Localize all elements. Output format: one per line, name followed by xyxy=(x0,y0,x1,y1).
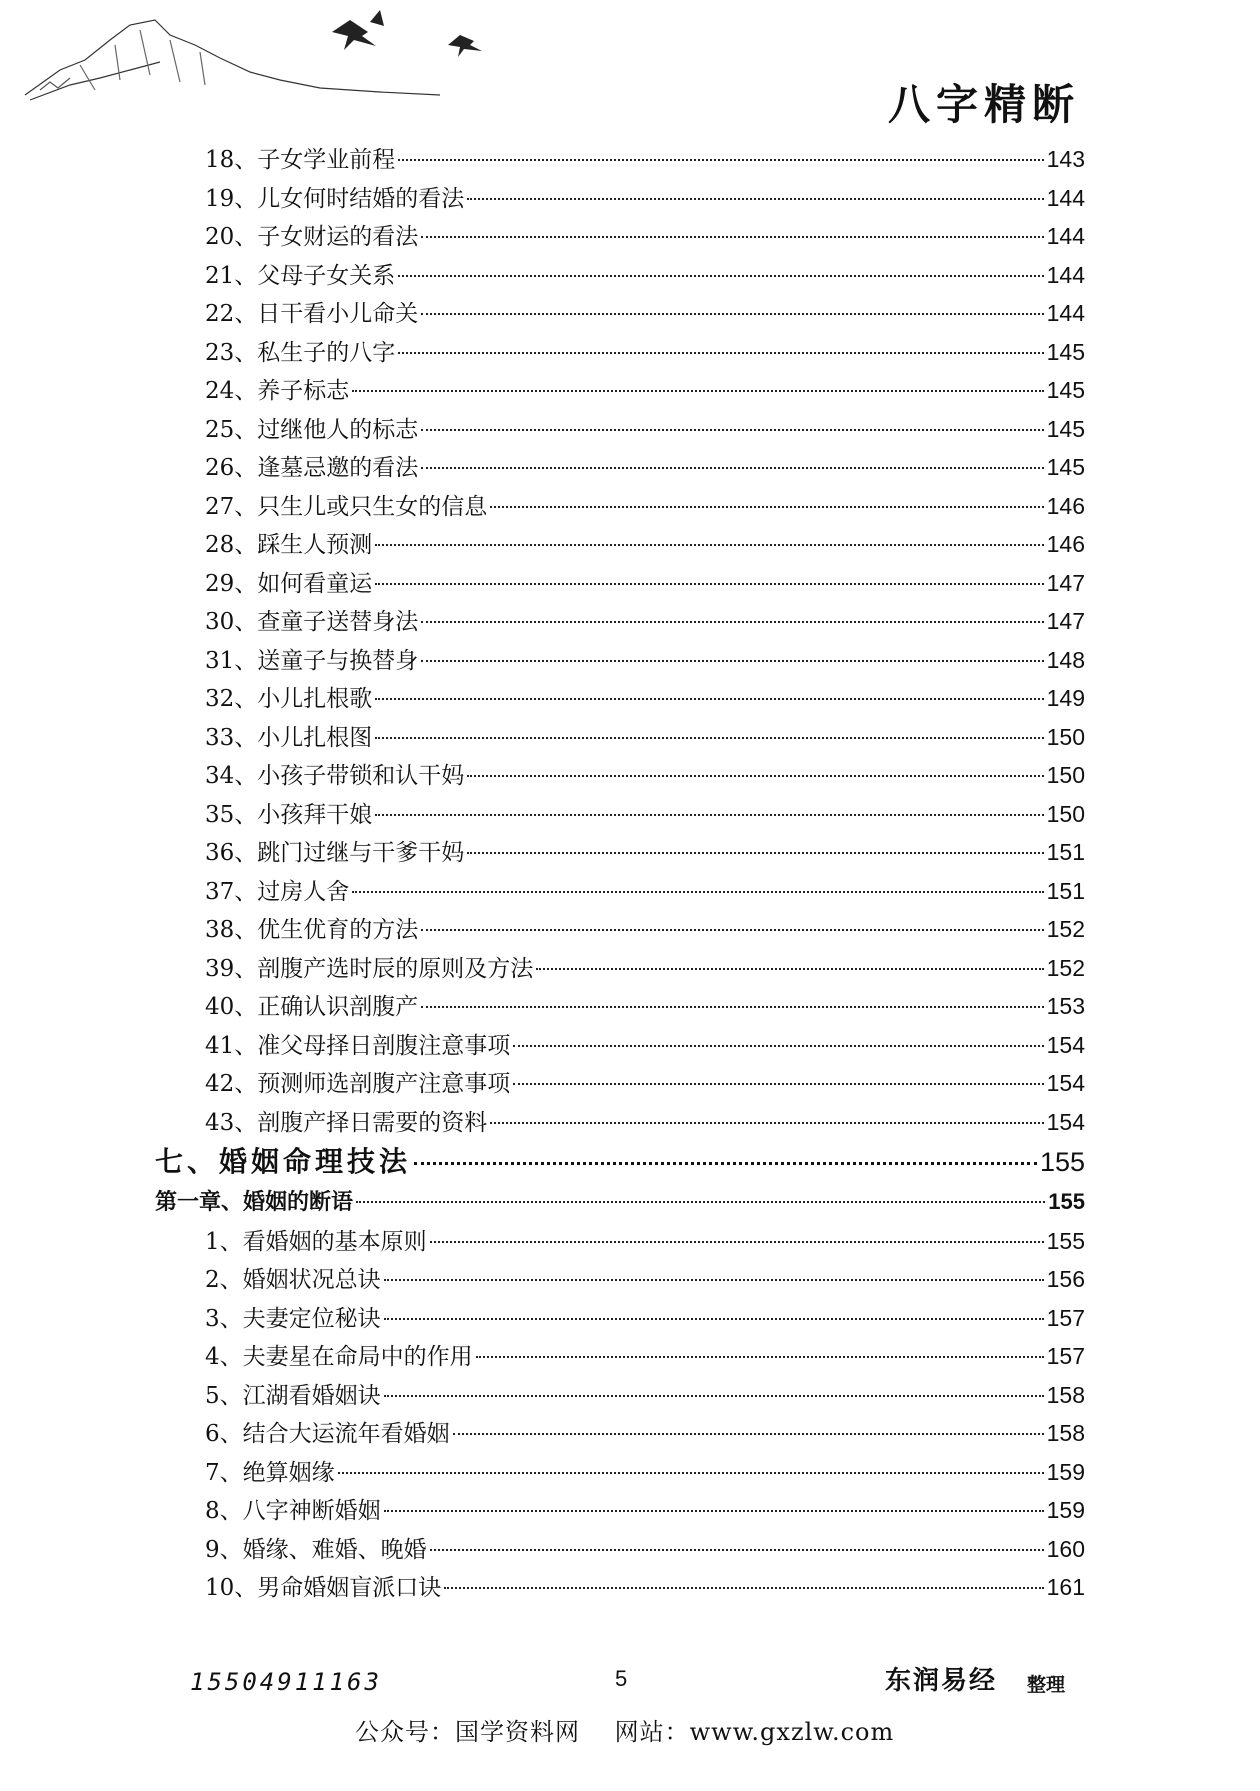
toc-leader-dots xyxy=(338,1472,1044,1474)
toc-entry-page: 152 xyxy=(1046,916,1085,942)
compiler-name: 东润易经 xyxy=(885,1666,998,1696)
toc-entry xyxy=(155,987,1085,1026)
toc-leader-dots xyxy=(467,198,1043,200)
toc-entry-title: 26、逢墓忌邀的看法 xyxy=(205,455,419,481)
toc-entry-title: 27、只生儿或只生女的信息 xyxy=(205,493,488,520)
toc-entry xyxy=(155,756,1085,795)
toc-entry-title: 20、子女财运的看法 xyxy=(205,224,419,250)
toc-entry-title: 38、优生优育的方法 xyxy=(205,917,419,943)
toc-entry xyxy=(155,564,1085,603)
toc-leader-dots xyxy=(513,1045,1043,1047)
toc-leader-dots xyxy=(384,1318,1044,1320)
toc-entry xyxy=(155,1414,1085,1453)
watermark-line xyxy=(355,1712,894,1747)
toc-entry xyxy=(155,718,1085,757)
toc-entry-page: 145 xyxy=(1046,415,1085,442)
toc-entry-title: 19、儿女何时结婚的看法 xyxy=(205,185,465,212)
toc-entry-title: 4、夫妻星在命局中的作用 xyxy=(205,1344,473,1370)
toc-entry-page: 161 xyxy=(1046,1574,1085,1600)
toc-entry xyxy=(155,1026,1085,1065)
watermark-account: 公众号：国学资料网 xyxy=(355,1718,580,1746)
compiler-note: 整理 xyxy=(1027,1674,1066,1696)
toc-entry-page: 157 xyxy=(1046,1343,1085,1369)
toc-leader-dots xyxy=(352,390,1043,392)
toc-entry-title: 39、剖腹产选时辰的原则及方法 xyxy=(205,955,534,982)
toc-entry xyxy=(155,1491,1085,1530)
toc-leader-dots xyxy=(453,1433,1044,1435)
toc-entry-page: 146 xyxy=(1046,531,1085,557)
book-title: 八字精断 xyxy=(887,80,1080,129)
toc-entry xyxy=(155,333,1085,372)
toc-entry-page: 146 xyxy=(1046,492,1085,519)
toc-entry-title: 8、八字神断婚姻 xyxy=(205,1498,381,1524)
toc-entry-page: 158 xyxy=(1046,1381,1085,1408)
toc-leader-dots xyxy=(421,1006,1043,1008)
toc-leader-dots xyxy=(421,236,1043,238)
toc-entry xyxy=(155,256,1085,295)
toc-leader-dots xyxy=(476,1356,1044,1358)
toc-leader-dots xyxy=(352,891,1043,893)
toc-entry-page: 155 xyxy=(1048,1189,1085,1214)
toc-entry xyxy=(155,1260,1085,1299)
toc-entry-title: 32、小儿扎根歌 xyxy=(205,686,373,712)
toc-entry-page: 154 xyxy=(1046,1108,1085,1135)
toc-entry xyxy=(155,949,1085,988)
toc-entry-title: 第一章、婚姻的断语 xyxy=(155,1189,354,1215)
toc-leader-dots xyxy=(467,852,1043,854)
toc-entry-title: 34、小孩子带锁和认干妈 xyxy=(205,763,465,789)
toc-entry-title: 24、养子标志 xyxy=(205,378,350,404)
toc-entry-title: 33、小儿扎根图 xyxy=(205,724,373,751)
toc-entry-title: 23、私生子的八字 xyxy=(205,339,396,366)
toc-entry-title: 2、婚姻状况总诀 xyxy=(205,1267,381,1293)
toc-leader-dots xyxy=(513,1083,1043,1085)
toc-entry-page: 155 xyxy=(1039,1147,1085,1177)
toc-entry-page: 151 xyxy=(1046,877,1085,904)
toc-leader-dots xyxy=(490,506,1043,508)
toc-entry xyxy=(155,1376,1085,1415)
toc-leader-dots xyxy=(421,660,1043,662)
toc-entry-page: 159 xyxy=(1046,1497,1085,1523)
toc-entry xyxy=(155,1337,1085,1376)
toc-entry-page: 145 xyxy=(1046,338,1085,365)
toc-entry-page: 158 xyxy=(1046,1420,1085,1446)
toc-entry xyxy=(155,140,1085,179)
toc-entry-page: 151 xyxy=(1046,839,1085,865)
toc-leader-dots xyxy=(384,1395,1044,1397)
toc-entry xyxy=(155,487,1085,526)
toc-entry-page: 156 xyxy=(1046,1266,1085,1292)
toc-leader-dots xyxy=(421,467,1043,469)
toc-leader-dots xyxy=(490,1122,1043,1124)
toc-entry-title: 40、正确认识剖腹产 xyxy=(205,994,419,1020)
toc-entry-title: 7、绝算姻缘 xyxy=(205,1459,335,1486)
toc-entry xyxy=(155,602,1085,641)
toc-entry-page: 152 xyxy=(1046,954,1085,981)
toc-entry xyxy=(155,1530,1085,1569)
toc-leader-dots xyxy=(421,621,1043,623)
toc-entry-title: 10、男命婚姻盲派口诀 xyxy=(205,1575,442,1601)
toc-entry-title: 41、准父母择日剖腹注意事项 xyxy=(205,1032,511,1059)
toc-entry-page: 144 xyxy=(1046,300,1085,326)
toc-entry xyxy=(155,217,1085,256)
toc-entry-page: 159 xyxy=(1046,1458,1085,1485)
toc-leader-dots xyxy=(444,1587,1043,1589)
toc-entry xyxy=(155,910,1085,949)
toc-entry-page: 150 xyxy=(1046,762,1085,788)
toc-entry-title: 1、看婚姻的基本原则 xyxy=(205,1228,427,1255)
toc-entry-page: 150 xyxy=(1046,723,1085,750)
toc-entry-title: 25、过继他人的标志 xyxy=(205,416,419,443)
toc-entry-title: 37、过房人舍 xyxy=(205,878,350,905)
mountain-cranes-illustration xyxy=(20,0,540,120)
toc-entry-title: 35、小孩拜干娘 xyxy=(205,801,373,828)
toc-leader-dots xyxy=(421,929,1043,931)
table-of-contents xyxy=(155,140,1085,1607)
toc-entry-title: 18、子女学业前程 xyxy=(205,147,396,173)
toc-leader-dots xyxy=(356,1201,1045,1203)
toc-entry-page: 149 xyxy=(1046,685,1085,711)
toc-leader-dots xyxy=(398,352,1043,354)
toc-leader-dots xyxy=(375,737,1043,739)
toc-entry xyxy=(155,1568,1085,1607)
toc-leader-dots xyxy=(421,429,1043,431)
toc-entry xyxy=(155,679,1085,718)
toc-leader-dots xyxy=(375,583,1043,585)
toc-entry-title: 3、夫妻定位秘诀 xyxy=(205,1305,381,1332)
toc-entry xyxy=(155,179,1085,218)
toc-leader-dots xyxy=(421,313,1043,315)
toc-entry-page: 147 xyxy=(1046,608,1085,634)
toc-chapter xyxy=(155,1183,1085,1222)
toc-leader-dots xyxy=(398,275,1043,277)
toc-leader-dots xyxy=(384,1279,1044,1281)
toc-leader-dots xyxy=(398,159,1043,161)
toc-entry-page: 150 xyxy=(1046,800,1085,827)
watermark-site: 网站：www.gxzlw.com xyxy=(614,1718,895,1746)
toc-leader-dots xyxy=(375,814,1043,816)
toc-entry-page: 154 xyxy=(1046,1031,1085,1058)
toc-entry-page: 144 xyxy=(1046,261,1085,288)
toc-leader-dots xyxy=(375,698,1043,700)
toc-entry-title: 28、踩生人预测 xyxy=(205,532,373,558)
toc-entry xyxy=(155,1299,1085,1338)
toc-entry xyxy=(155,371,1085,410)
toc-leader-dots xyxy=(414,1162,1037,1165)
toc-entry-page: 147 xyxy=(1046,569,1085,596)
toc-entry-title: 43、剖腹产择日需要的资料 xyxy=(205,1109,488,1136)
toc-entry-title: 29、如何看童运 xyxy=(205,570,373,597)
toc-entry-page: 145 xyxy=(1046,454,1085,480)
toc-entry-title: 42、预测师选剖腹产注意事项 xyxy=(205,1071,511,1097)
toc-entry-page: 145 xyxy=(1046,377,1085,403)
toc-entry-title: 5、江湖看婚姻诀 xyxy=(205,1382,381,1409)
toc-entry-title: 31、送童子与换替身 xyxy=(205,647,419,674)
toc-leader-dots xyxy=(430,1241,1044,1243)
toc-entry-page: 143 xyxy=(1046,146,1085,172)
toc-entry-page: 144 xyxy=(1046,184,1085,211)
toc-entry-title: 22、日干看小儿命关 xyxy=(205,301,419,327)
toc-leader-dots xyxy=(375,544,1043,546)
toc-entry-page: 160 xyxy=(1046,1535,1085,1562)
toc-entry-title: 30、查童子送替身法 xyxy=(205,609,419,635)
toc-entry-page: 155 xyxy=(1046,1227,1085,1254)
toc-entry xyxy=(155,1103,1085,1142)
toc-entry xyxy=(155,525,1085,564)
page-number: 5 xyxy=(615,1666,628,1691)
toc-entry-page: 148 xyxy=(1046,646,1085,673)
toc-entry xyxy=(155,294,1085,333)
toc-entry xyxy=(155,872,1085,911)
toc-leader-dots xyxy=(430,1549,1044,1551)
toc-entry-page: 153 xyxy=(1046,993,1085,1019)
toc-entry xyxy=(155,410,1085,449)
toc-entry xyxy=(155,448,1085,487)
toc-entry xyxy=(155,795,1085,834)
toc-entry-page: 157 xyxy=(1046,1304,1085,1331)
toc-leader-dots xyxy=(467,775,1043,777)
toc-entry-title: 36、跳门过继与干爹干妈 xyxy=(205,840,465,866)
toc-leader-dots xyxy=(536,968,1043,970)
toc-entry xyxy=(155,1453,1085,1492)
phone-number: 15504911163 xyxy=(190,1668,382,1696)
toc-entry-title: 七、婚姻命理技法 xyxy=(155,1145,412,1178)
toc-entry-title: 6、结合大运流年看婚姻 xyxy=(205,1421,450,1447)
toc-entry xyxy=(155,1064,1085,1103)
toc-entry-title: 9、婚缘、难婚、晚婚 xyxy=(205,1536,427,1563)
toc-entry xyxy=(155,641,1085,680)
toc-entry xyxy=(155,833,1085,872)
toc-entry-page: 144 xyxy=(1046,223,1085,249)
toc-entry xyxy=(155,1222,1085,1261)
toc-leader-dots xyxy=(384,1510,1044,1512)
toc-section xyxy=(155,1141,1085,1183)
toc-entry-page: 154 xyxy=(1046,1070,1085,1096)
toc-entry-title: 21、父母子女关系 xyxy=(205,262,396,289)
